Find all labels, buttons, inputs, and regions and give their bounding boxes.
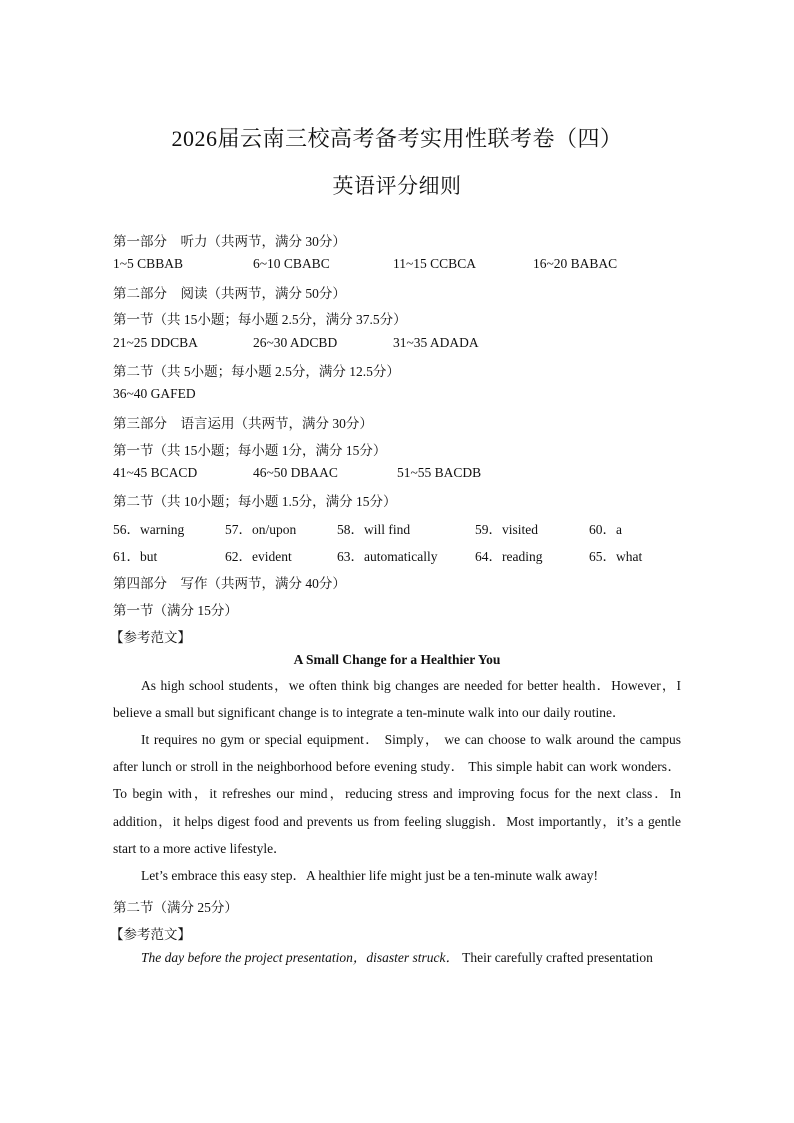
sample-essay-label: 【参考范文】 <box>110 630 191 645</box>
cloze-answer: 65．what <box>589 549 643 564</box>
cloze-answer: 62．evident <box>225 549 292 564</box>
essay-title: A Small Change for a Healthier You <box>293 652 501 667</box>
essay2-first-line <box>113 944 681 971</box>
part4-heading: 第四部分 写作（共两节，满分 40分） <box>113 576 346 591</box>
answer-group: 36~40 GAFED <box>113 386 196 401</box>
answer-group: 46~50 DBAAC <box>253 465 338 480</box>
cloze-answer: 61．but <box>113 549 158 564</box>
part2-heading: 第二部分 阅读（共两节，满分 50分） <box>113 286 346 301</box>
cloze-answer: 64．reading <box>475 549 543 564</box>
essay-paragraph: As high school students，we often think big changes are needed for better health．However，I believe a small but significant change is to integrate a ten-minute walk into our daily routine． <box>113 678 681 721</box>
essay2-given-opening: The day before the project presentation，disaster struck． <box>141 950 459 965</box>
part3-heading: 第三部分 语言运用（共两节，满分 30分） <box>113 416 373 431</box>
part4-section2-heading: 第二节（满分 25分） <box>113 900 238 915</box>
part1-heading: 第一部分 听力（共两节，满分 30分） <box>113 234 346 249</box>
part2-section1-heading: 第一节（共 15小题；每小题 2.5分，满分 37.5分） <box>113 312 407 327</box>
answer-group: 51~55 BACDB <box>397 465 482 480</box>
answer-group: 6~10 CBABC <box>253 256 330 271</box>
answer-group: 16~20 BABAC <box>533 256 618 271</box>
page-title: 2026届云南三校高考备考实用性联考卷（四） <box>171 126 623 151</box>
answer-group: 21~25 DDCBA <box>113 335 198 350</box>
answer-group: 41~45 BCACD <box>113 465 198 480</box>
essay2-continuation: Their carefully crafted presentation <box>458 950 653 965</box>
cloze-answer: 63．automatically <box>337 549 438 564</box>
part3-section1-heading: 第一节（共 15小题；每小题 1分，满分 15分） <box>113 443 387 458</box>
cloze-answer: 59．visited <box>475 522 538 537</box>
answer-group: 31~35 ADADA <box>393 335 479 350</box>
cloze-answer: 60．a <box>589 522 622 537</box>
cloze-answer: 58．will find <box>337 522 411 537</box>
part3-section2-heading: 第二节（共 10小题；每小题 1.5分，满分 15分） <box>113 494 397 509</box>
cloze-answer: 56．warning <box>113 522 185 537</box>
page-subtitle: 英语评分细则 <box>332 174 462 198</box>
answer-group: 1~5 CBBAB <box>113 256 183 271</box>
part2-section2-heading: 第二节（共 5小题；每小题 2.5分，满分 12.5分） <box>113 364 400 379</box>
cloze-answer: 57．on/upon <box>225 522 297 537</box>
essay-paragraph: Let’s embrace this easy step．A healthier life might just be a ten-minute walk away! <box>141 868 598 883</box>
essay-paragraph: It requires no gym or special equipment． Simply， we can choose to walk around the campus after lunch or stroll in the neighborhood before evening study． This simple habit can work wonders． To begin with，it refreshes our mind，reducing stress and improving focus for the next class．In addition，it helps digest food and prevents us from feeling sluggish．Most importantly，it’s a gentle start to a more active lifestyle． <box>113 732 681 856</box>
answer-group: 26~30 ADCBD <box>253 335 338 350</box>
sample-essay-label-2: 【参考范文】 <box>110 927 191 942</box>
part4-section1-heading: 第一节（满分 15分） <box>113 603 238 618</box>
answer-group: 11~15 CCBCA <box>393 256 476 271</box>
